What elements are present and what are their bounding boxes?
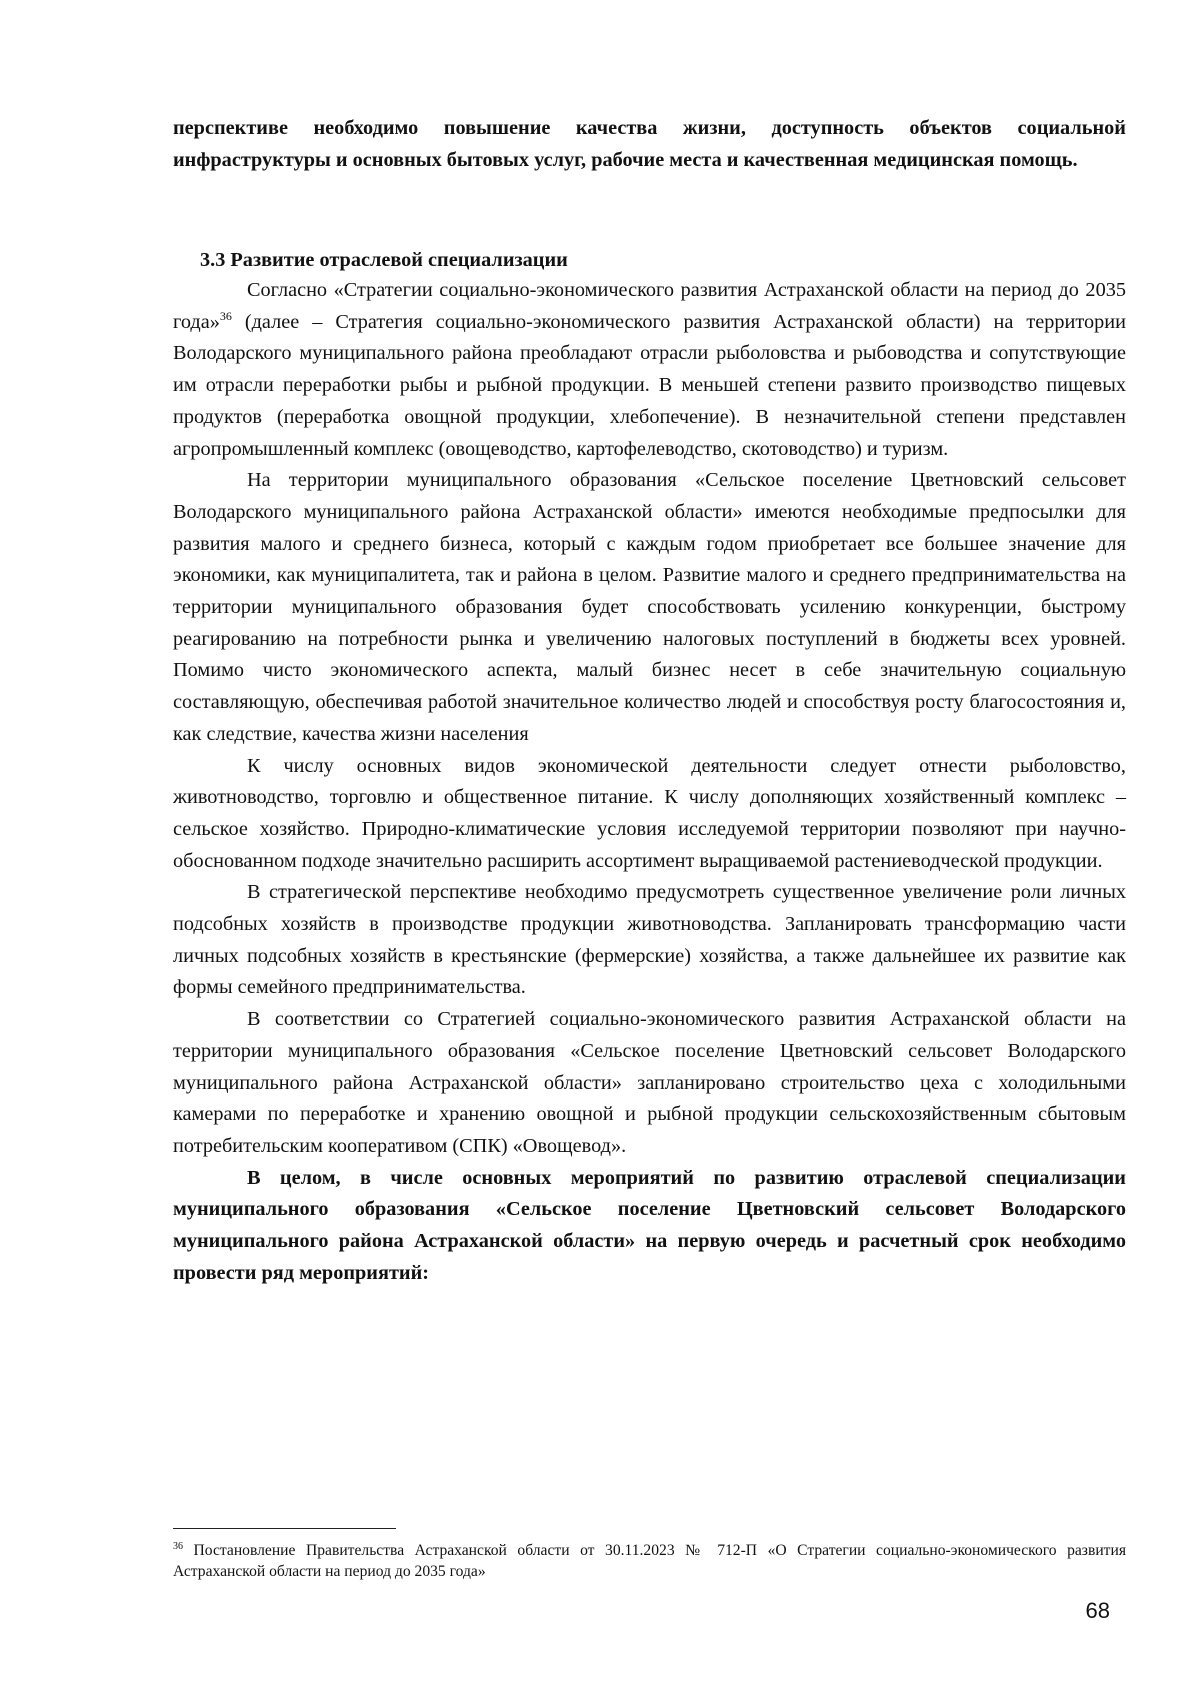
paragraph-5: В соответствии со Стратегией социально-экономического развития Астраханской области на территории муниципального образования «Сельское поселение Цветновский сельсовет Володарского муниципального района Астраханской области» запланировано строительство цеха с холодильными камерами по переработке и хранению овощной и рыбной продукции сельскохозяйственным сбытовым потребительским кооперативом (СПК) «Овощевод». — [173, 1008, 1126, 1157]
intro-text: перспективе необходимо повышение качества жизни, доступность объектов социальной инфраструктуры и основных бытовых услуг, рабочие места и качественная медицинская помощь. — [173, 117, 1126, 171]
body-text — [173, 275, 1126, 1290]
footnote-mark: 36 — [173, 1540, 183, 1552]
footnote — [173, 1540, 1126, 1582]
footnote-text: Постановление Правительства Астраханской области от 30.11.2023 № 712-П «О Стратегии социально-экономического развития Астраханской области на период до 2035 года» — [173, 1542, 1126, 1580]
paragraph-2: На территории муниципального образования «Сельское поселение Цветновский сельсовет Володарского муниципального района Астраханской области» имеются необходимые предпосылки для развития малого и среднего бизнеса, который с каждым годом приобретает все большее значение для экономики, как муниципалитета, так и района в целом. Развитие малого и среднего предпринимательства на территории муниципального образования будет способствовать усилению конкуренции, быстрому реагированию на потребности рынка и увеличению налоговых поступлений в бюджеты всех уровней. Помимо чисто экономического аспекта, малый бизнес несет в себе значительную социальную составляющую, обеспечивая работой значительное количество людей и способствуя росту благосостояния и, как следствие, качества жизни населения — [173, 469, 1126, 745]
paragraph-1-start: Согласно «Стратегии социально-экономического развития Астраханской области на период до 2035 года» — [173, 279, 1126, 333]
paragraph-1 — [173, 275, 1126, 465]
paragraph-4: В стратегической перспективе необходимо предусмотреть существенное увеличение роли личных подсобных хозяйств в производстве продукции животноводства. Запланировать трансформацию части личных подсобных хозяйств в крестьянские (фермерские) хозяйства, а также дальнейшее их развитие как формы семейного предпринимательства. — [173, 881, 1126, 999]
footnote-ref: 36 — [219, 308, 232, 323]
section-heading: 3.3 Развитие отраслевой специализации — [200, 249, 568, 271]
intro-paragraph — [173, 113, 1126, 176]
paragraph-1-end: (далее – Стратегия социально-экономического развития Астраханской области) на территории Володарского муниципального района преобладают отрасли рыболовства и рыбоводства и сопутствующие им отрасли переработки рыбы и рыбной продукции. В меньшей степени развито производство пищевых продуктов (переработка овощной продукции, хлебопечение). В незначительной степени представлен агропромышленный комплекс (овощеводство, картофелеводство, скотоводство) и туризм. — [173, 310, 1126, 460]
paragraph-3: К числу основных видов экономической деятельности следует отнести рыболовство, животноводство, торговлю и общественное питание. К числу дополняющих хозяйственный комплекс – сельское хозяйство. Природно-климатические условия исследуемой территории позволяют при научно-обоснованном подходе значительно расширить ассортимент выращиваемой растениеводческой продукции. — [173, 754, 1126, 872]
page-number: 68 — [1085, 1598, 1110, 1623]
paragraph-6: В целом, в числе основных мероприятий по развитию отраслевой специализации муниципального образования «Сельское поселение Цветновский сельсовет Володарского муниципального района Астраханской области» на первую очередь и расчетный срок необходимо провести ряд мероприятий: — [173, 1166, 1126, 1284]
footnote-separator — [173, 1528, 396, 1529]
